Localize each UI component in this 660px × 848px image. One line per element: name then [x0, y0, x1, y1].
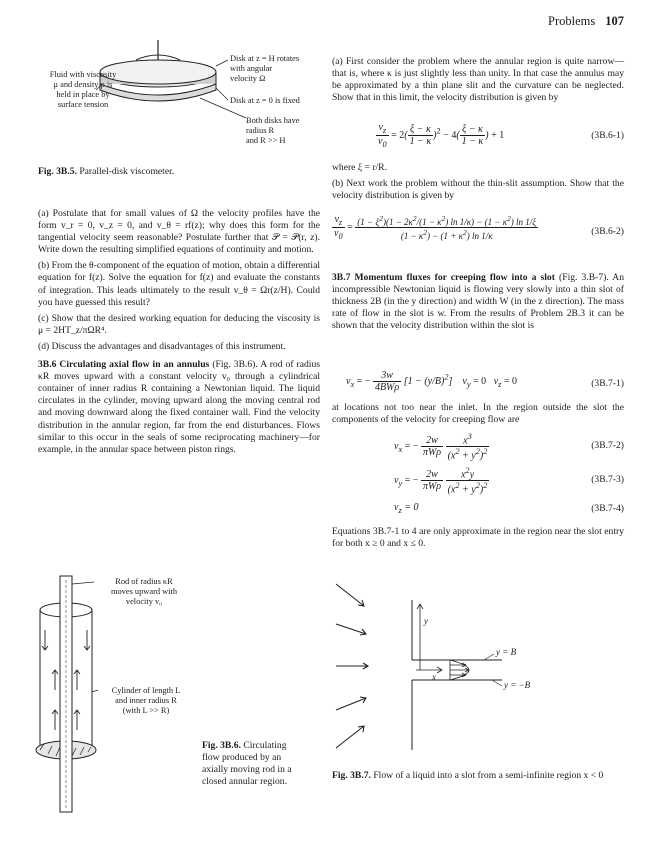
- profile-arrow-3: [450, 673, 466, 677]
- where-xi: where ξ = r/R.: [332, 162, 387, 173]
- equation-3b7-3: [332, 466, 624, 494]
- eq2-number: (3B.6-2): [591, 226, 624, 237]
- page-number: 107: [605, 14, 624, 28]
- fig3b6-caption-line-3: axially moving rod in a: [202, 764, 292, 775]
- fig3b6-caption-text-1: Circulating: [243, 740, 287, 751]
- stream-arrow-4: [336, 697, 366, 710]
- fig3b7-ymB-label: y = −B: [504, 680, 531, 690]
- stream-arrow-2: [336, 624, 366, 635]
- stream-arrow-3: [336, 663, 368, 669]
- top-disk-label-line-1: Disk at z = H rotates: [230, 54, 300, 63]
- fig3b5-top-disk-label: [230, 54, 299, 84]
- part-a-right: (a) First consider the problem where the annular region is quite narrow—that is, where κ is just slightly less than unity. In that case the annulus may be approximated by a thin plane slit and the curvature can be neglected. Show that in this limit, the velocity distribution is given by: [332, 56, 624, 104]
- part-d-left: (d) Discuss the advantages and disadvantages of this instrument.: [38, 340, 286, 352]
- radius-label-line-3: and R >> H: [246, 136, 286, 145]
- fig3b6-caption: [202, 740, 322, 788]
- problem-3b7-title: 3B.7 Momentum fluxes for creeping flow into a slot: [332, 272, 555, 283]
- right-column-3b7: [332, 272, 624, 336]
- leader-rod: [72, 582, 94, 584]
- eq6-number: (3B.7-4): [591, 503, 624, 514]
- fig3b5-bottom-disk-label: [230, 96, 300, 106]
- part-b-right: (b) Next work the problem without the thin-slit assumption. Show that the velocity distribution is given by: [332, 178, 624, 202]
- leader-top-disk: [216, 60, 228, 66]
- stream-arrow-5: [336, 726, 364, 748]
- part-a-left: (a) Postulate that for small values of Ω the velocity profiles have the form v_r = 0, v_z = 0, and v_θ = rf(z); why does this form for the tangential velocity seem reasonable? Postulate further that 𝒫 = 𝒫(r, z). Write down the resulting simplified equations of continuity and motion.: [38, 208, 320, 256]
- eq2-rhs: $\frac{(1 - \xi^2)(1 - 2\kappa^2/(1 - \kappa^2) \ln 1/\kappa) - (1 - \kappa^2) \ln 1/\xi}{(1 - \kappa^2) - (1 + \kappa^2) \ln 1/\kappa}$: [357, 214, 537, 241]
- fig3b5-radius-label: [246, 116, 300, 146]
- right-column-after-eq3: [332, 402, 624, 430]
- right-column-top: [332, 56, 624, 108]
- eq3-body: $v_x$ = − $\frac{3w}{\text{4BWρ}}$ $[1 - (y/B)^2]$ $v_y = 0$ $v_z = 0$: [346, 370, 518, 393]
- eq1-body: $\frac{v_z}{v_0}$ = 2( $\frac{\xi - \kappa}{1 - \kappa}$ )$^2$ − 4( $\frac{\xi - \kappa}{1 - \kappa}$ ) + 1: [378, 122, 505, 149]
- cylinder-label-line-1: Cylinder of length L: [111, 686, 181, 695]
- flow-arrow-up-4: [74, 710, 80, 730]
- leader-yB: [484, 654, 494, 660]
- fig3b6-caption-line-1: [202, 740, 322, 752]
- equation-3b6-1: [332, 122, 624, 152]
- problem-3b6-figref: (Fig. 3B.6).: [212, 359, 258, 371]
- eq4-frac2: $\frac{x^3}{(x^2 + y^2)^2}$: [447, 432, 488, 462]
- fig3b7-caption-label: Fig. 3B.7.: [332, 770, 371, 781]
- cylinder-label-line-2: and inner radius R: [115, 696, 177, 705]
- cylinder-label-line-3: (with L >> R): [122, 706, 170, 715]
- figure-3b7-slot: [320, 570, 640, 770]
- problem-3b6-body: A rod of radius κR moves upward with a constant velocity v₀ through a cylindrical container of inner radius R containing a Newtonian liquid. The liquid circulates in the cylinder, moving upward along the moving central rod and moving downward along the fixed container wall. Find the velocity distribution in the annular region, far from the end disturbances. Flows similar to this occur in the seals of some reciprocating machinery—for example, in the annular space between piston rings.: [38, 359, 321, 455]
- eq4-number: (3B.7-2): [591, 440, 624, 451]
- eq4-body: $v_x$ = − $\frac{2w}{\text{πWρ}}$ $\frac{x^3}{(x^2 + y^2)^2}$: [394, 432, 488, 462]
- eq1-frac1: $\frac{\xi - \kappa}{1 - \kappa}$: [409, 124, 432, 147]
- rod-label-line-3: velocity v₀: [125, 597, 163, 606]
- header-title: Problems: [548, 14, 596, 28]
- fig3b5-caption: [38, 166, 174, 178]
- fluid-label-line-3: held in place by: [56, 90, 110, 99]
- eq1-frac2: $\frac{\xi - \kappa}{1 - \kappa}$: [461, 124, 484, 147]
- fluid-label-line-2: μ and density ρ is: [53, 80, 113, 89]
- after-eq3-text: at locations not too near the inlet. In the region outside the slot the components of the velocity for creeping flow are: [332, 402, 624, 426]
- flow-arrow-up-1: [52, 670, 58, 690]
- fig3b6-rod-label: [96, 577, 192, 607]
- fig3b5-caption-label: Fig. 3B.5.: [38, 166, 77, 177]
- top-disk-label-line-3: velocity Ω: [230, 74, 266, 83]
- fig3b7-caption-text: Flow of a liquid into a slot from a semi-infinite region x < 0: [373, 770, 604, 781]
- eq5-frac2: $\frac{x^2y}{(x^2 + y^2)^2}$: [447, 466, 488, 496]
- eq5-frac1: $\frac{2w}{\text{πWρ}}$: [422, 469, 442, 493]
- fluid-label-line-4: surface tension: [57, 100, 109, 109]
- equation-3b7-1: [332, 370, 624, 400]
- problem-3b7-body: (Fig. 3.B-7). An incompressible Newtonian liquid is flowing very slowly into a thin slot of thickness 2B (in the y direction) and width W (in the z direction). The mass rate of flow in the slot is w. From the results of Problem 2B.3 it can be shown that the velocity distribution within the slot is: [332, 272, 625, 332]
- equation-3b7-2: [332, 432, 624, 460]
- rod-label-line-2: moves upward with: [110, 587, 178, 596]
- eq6-body: $v_z = 0$: [394, 502, 419, 515]
- part-b-left: (b) From the θ-component of the equation of motion, obtain a differential equation for f(z). Solve the equation for f(z) and evaluate the constants of integration. This leads ultimately to the result v_θ = Ωr(z/H). Could you have guessed this result?: [38, 260, 320, 308]
- fluid-label-line-1: Fluid with viscosity: [49, 70, 117, 79]
- equation-3b7-4: [332, 502, 624, 518]
- fig3b7-caption: [332, 770, 624, 782]
- flow-arrow-up-2: [74, 670, 80, 690]
- fig3b6-cylinder-label: [98, 686, 194, 716]
- problem-3b6-title: 3B.6 Circulating axial flow in an annulus: [38, 359, 210, 371]
- eq5-number: (3B.7-3): [591, 474, 624, 485]
- radius-label-line-1: Both disks have: [246, 116, 300, 125]
- eq3-frac: $\frac{3w}{\text{4BWρ}}$: [374, 370, 400, 393]
- stream-arrow-1: [336, 584, 364, 606]
- top-disk-label-line-2: with angular: [230, 64, 273, 73]
- rod-label-line-1: Rod of radius κR: [115, 577, 173, 586]
- leader-ymB: [492, 680, 502, 686]
- profile-arrow-1: [450, 663, 466, 667]
- problem-3b6: [38, 359, 320, 456]
- fig3b5-caption-text: Parallel-disk viscometer.: [79, 166, 175, 177]
- profile-arrow-2: [450, 668, 469, 672]
- radius-label-line-2: radius R: [246, 126, 275, 135]
- fig3b6-caption-line-4: closed annular region.: [202, 776, 287, 787]
- final-note: Equations 3B.7-1 to 4 are only approximate in the region near the slot entry for both x ≥ 0 and x ≤ 0.: [332, 526, 624, 550]
- flow-arrow-down-2: [84, 630, 90, 650]
- eq2-lhs: $\frac{v_z}{v_0}$: [334, 214, 343, 241]
- problem-3b7: [332, 272, 624, 332]
- fig3b6-caption-line-2: flow produced by an: [202, 752, 282, 763]
- eq2-body: $\frac{v_z}{v_0}$ = $\frac{(1 - \xi^2)(1 - 2\kappa^2/(1 - \kappa^2) \ln 1/\kappa) - (1 - \kappa^2) \ln 1/\xi}{(1 - \kappa^2) - (1 + \kappa^2) \ln 1/\kappa}$: [334, 214, 537, 241]
- eq3-number: (3B.7-1): [591, 378, 624, 389]
- eq1-lhs: $\frac{v_z}{v_0}$: [378, 122, 387, 149]
- eq4-frac1: $\frac{2w}{\text{πWρ}}$: [422, 435, 442, 459]
- equation-3b6-2: [332, 214, 624, 264]
- fig3b7-y-label: y: [424, 616, 428, 626]
- fig3b7-yB-label: y = B: [496, 647, 517, 657]
- fig3b7-x-label: x: [432, 672, 436, 682]
- eq1-number: (3B.6-1): [591, 130, 624, 141]
- leader-bottom-disk: [216, 88, 228, 100]
- flow-arrow-down-1: [42, 630, 48, 650]
- part-c-left: (c) Show that the desired working equation for deducing the viscosity is μ = 2HT_z/πΩR⁴.: [38, 312, 320, 336]
- right-column-final: [332, 526, 624, 554]
- fig3b6-caption-label: Fig. 3B.6.: [202, 740, 241, 751]
- eq5-body: $v_y$ = − $\frac{2w}{\text{πWρ}}$ $\frac{x^2y}{(x^2 + y^2)^2}$: [394, 466, 488, 496]
- flow-arrow-up-3: [52, 710, 58, 730]
- fig3b5-fluid-label: [40, 70, 126, 110]
- left-column: [38, 208, 320, 460]
- right-column-mid: [332, 162, 624, 206]
- bottom-disk-label: Disk at z = 0 is fixed: [230, 96, 300, 105]
